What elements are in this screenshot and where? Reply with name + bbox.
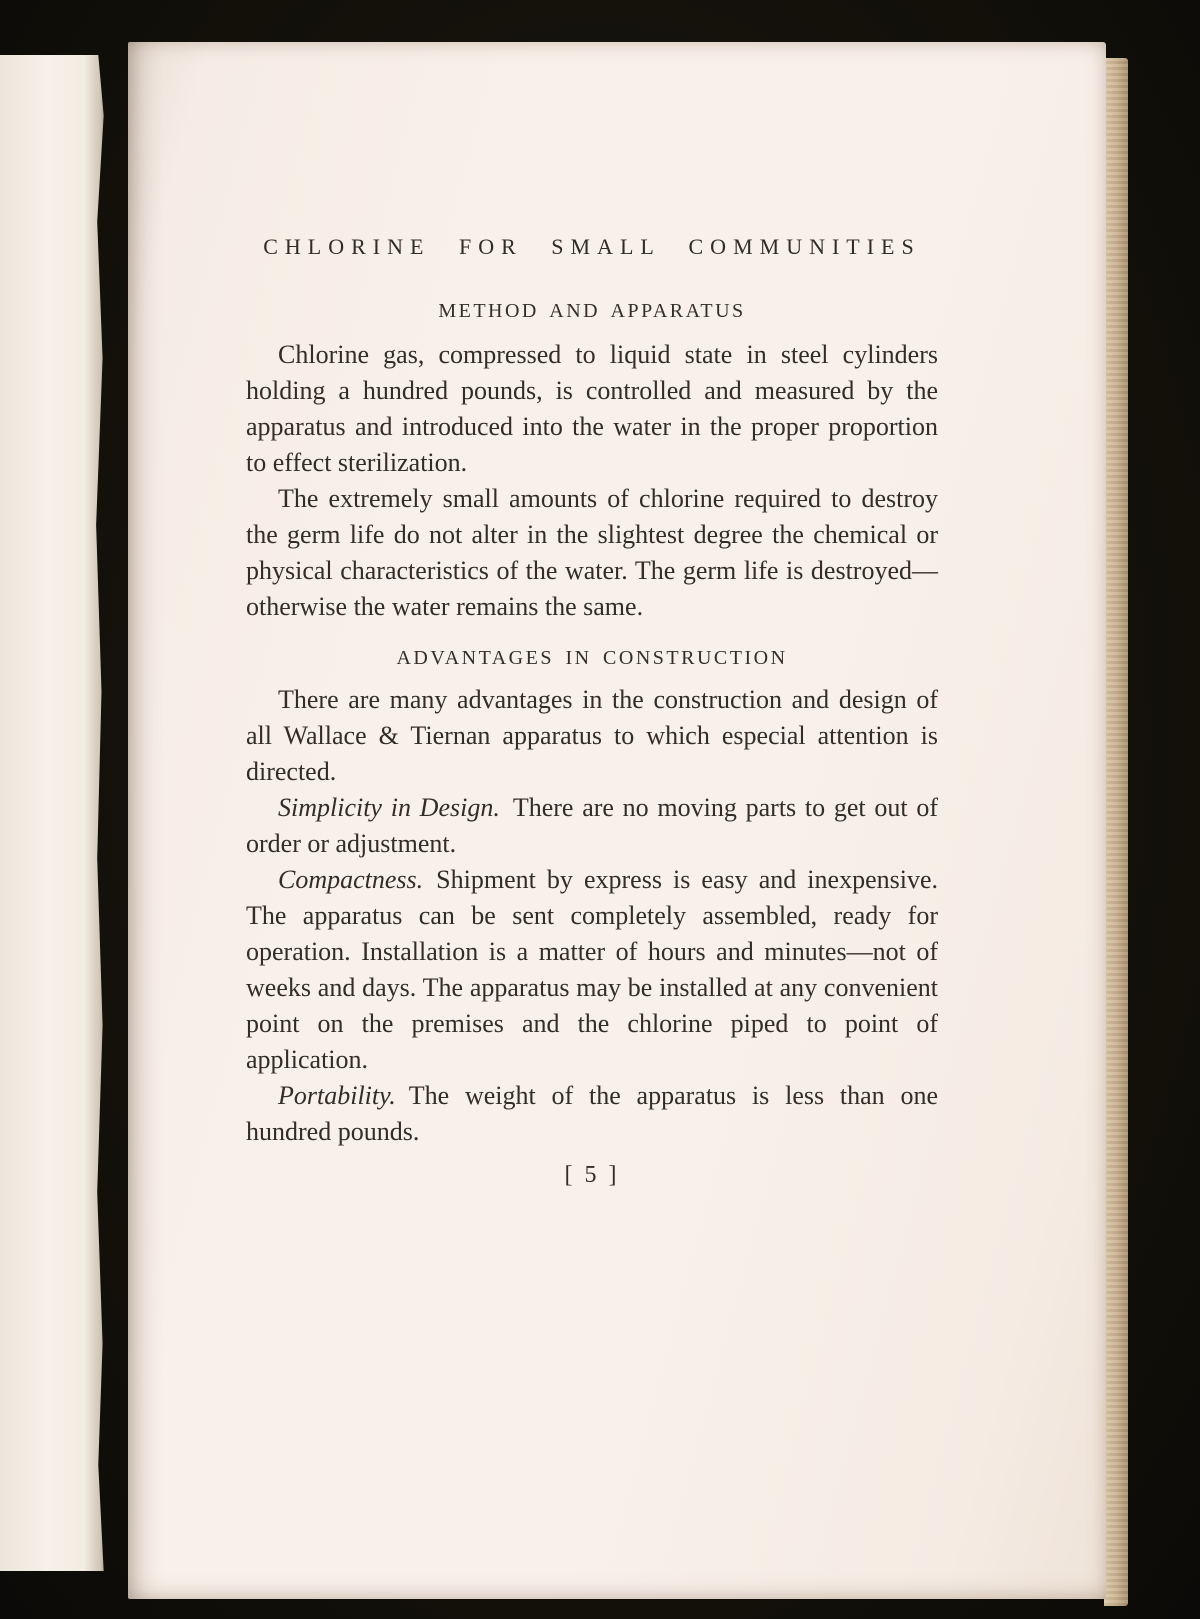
paragraph-lead: Compactness. <box>278 865 424 894</box>
running-head: CHLORINE FOR SMALL COMMUNITIES <box>263 234 921 259</box>
book-page <box>128 42 1106 1599</box>
facing-page-edge <box>0 55 108 1571</box>
book-page-stack-edge <box>1104 58 1128 1606</box>
section-heading-method-and-apparatus: METHOD AND APPARATUS <box>438 300 746 322</box>
paragraph-lead: Simplicity in Design. <box>278 793 500 822</box>
paragraph: The extremely small amounts of chlorine required to destroy the germ life do not alter in the slightest degree the chemical or physical characteristics of the water. The germ life is destroyed—otherwise the water remains the same. <box>246 484 938 621</box>
paragraph-text: The weight of the apparatus is less than one hundred pounds. <box>246 1081 938 1146</box>
paragraph-lead: Portability. <box>278 1081 396 1110</box>
paragraph <box>246 1078 938 1150</box>
paragraph: Chlorine gas, compressed to liquid state in steel cylinders holding a hundred pounds, is controlled and measured by the apparatus and introduced into the water in the proper proportion to effect sterilization. <box>246 340 938 477</box>
paragraph-text: Shipment by express is easy and inexpensive. The apparatus can be sent completely assembled, ready for operation. Installation is a matter of hours and minutes—not of weeks and days. The apparatus may be installed at any convenient point on the premises and the chlorine piped to point of application. <box>246 865 938 1074</box>
page-number: [ 5 ] <box>564 1162 620 1188</box>
paragraph-text: There are no moving parts to get out of order or adjustment. <box>246 793 938 858</box>
page-text-block <box>246 234 938 1189</box>
paragraph <box>246 790 938 862</box>
section-heading-advantages-in-construction: ADVANTAGES IN CONSTRUCTION <box>396 647 788 669</box>
paragraph: There are many advantages in the construction and design of all Wallace & Tiernan apparatus to which especial attention is directed. <box>246 685 938 786</box>
paragraph <box>246 862 938 1078</box>
